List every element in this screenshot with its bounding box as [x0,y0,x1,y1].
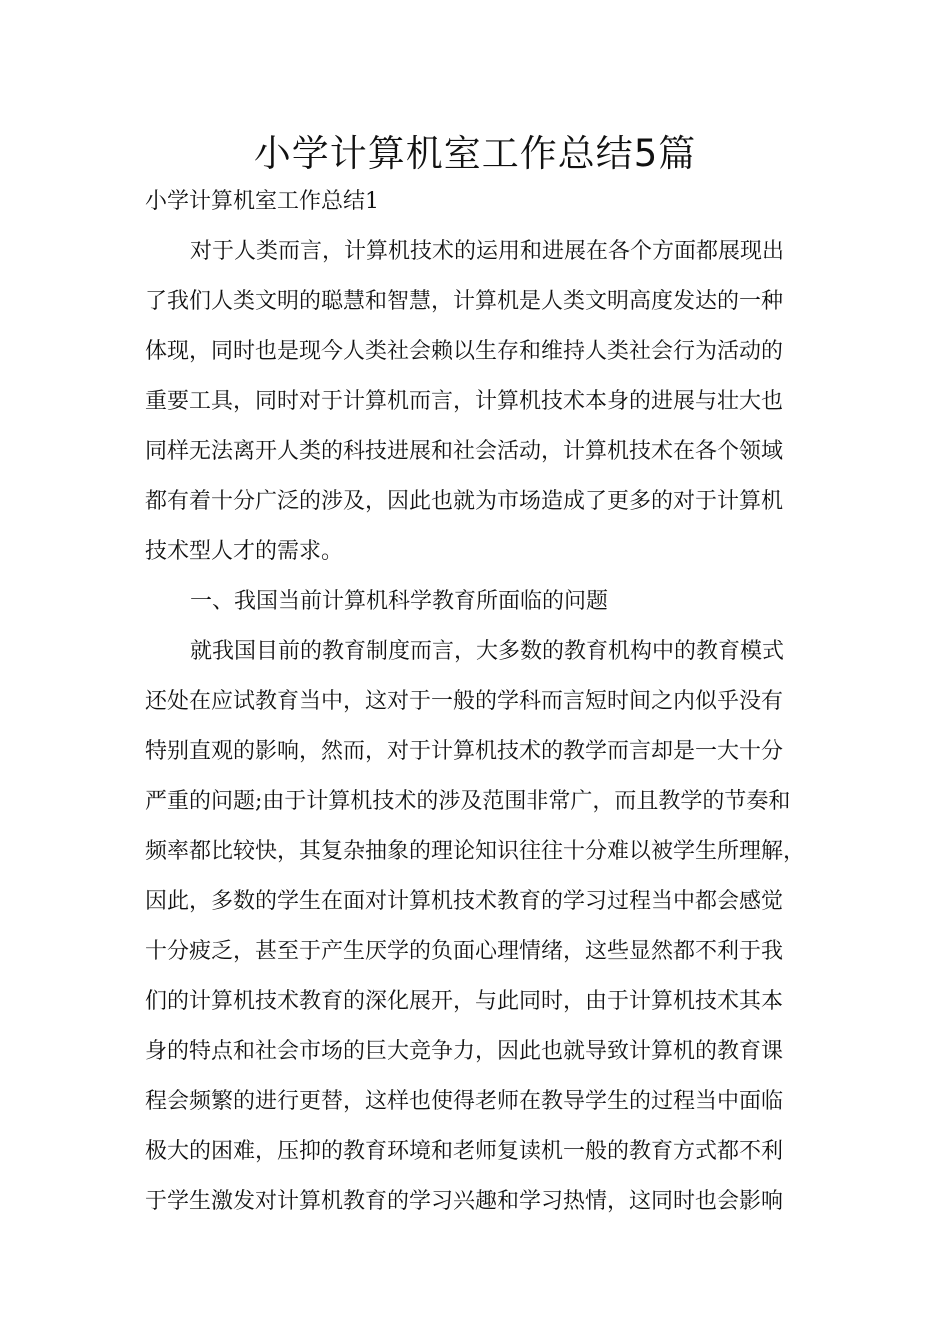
paragraph-line: 严重的问题;由于计算机技术的涉及范围非常广，而且教学的节奏和 [145,789,791,814]
paragraph-line: 们的计算机技术教育的深化展开，与此同时，由于计算机技术其本 [145,989,784,1014]
paragraph-line: 了我们人类文明的聪慧和智慧，计算机是人类文明高度发达的一种 [145,289,784,314]
paragraph-line: 频率都比较快，其复杂抽象的理论知识往往十分难以被学生所理解， [145,839,806,864]
page-title: 小学计算机室工作总结5篇 [253,132,697,175]
paragraph-line: 都有着十分广泛的涉及，因此也就为市场造成了更多的对于计算机 [145,489,784,514]
section-heading: 小学计算机室工作总结1 [145,189,379,214]
paragraph-line: 极大的困难，压抑的教育环境和老师复读机一般的教育方式都不利 [145,1139,784,1164]
paragraph-line: 就我国目前的教育制度而言，大多数的教育机构中的教育模式 [190,639,785,664]
paragraph-line: 还处在应试教育当中，这对于一般的学科而言短时间之内似乎没有 [145,689,784,714]
paragraph-line: 技术型人才的需求。 [145,539,344,564]
paragraph-line: 十分疲乏，甚至于产生厌学的负面心理情绪，这些显然都不利于我 [145,939,784,964]
paragraph-line: 体现，同时也是现今人类社会赖以生存和维持人类社会行为活动的 [145,339,784,364]
paragraph-line: 程会频繁的进行更替，这样也使得老师在教导学生的过程当中面临 [145,1089,784,1114]
paragraph-line: 同样无法离开人类的科技进展和社会活动，计算机技术在各个领域 [145,439,784,464]
paragraph-line: 重要工具，同时对于计算机而言，计算机技术本身的进展与壮大也 [145,389,784,414]
paragraph-line: 因此，多数的学生在面对计算机技术教育的学习过程当中都会感觉 [145,889,784,914]
paragraph-line: 对于人类而言，计算机技术的运用和进展在各个方面都展现出 [190,239,785,264]
section-subheading: 一、我国当前计算机科学教育所面临的问题 [190,589,609,614]
paragraph-line: 于学生激发对计算机教育的学习兴趣和学习热情，这同时也会影响 [145,1189,784,1214]
paragraph-line: 身的特点和社会市场的巨大竞争力，因此也就导致计算机的教育课 [145,1039,784,1064]
paragraph-line: 特别直观的影响，然而，对于计算机技术的教学而言却是一大十分 [145,739,784,764]
